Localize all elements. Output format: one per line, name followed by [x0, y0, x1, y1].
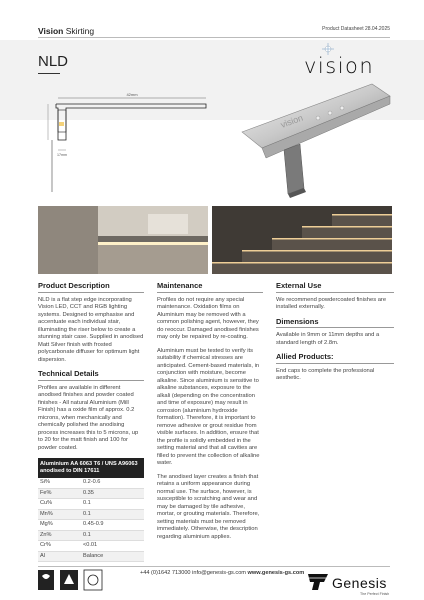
title-underline [38, 73, 60, 74]
header-bar [0, 0, 424, 38]
column-left [38, 282, 144, 562]
led-strip-icon [59, 122, 64, 126]
maintenance-text-1: Profiles do not require any special maintenance. Oxidation films on Aluminium may be removed with a common polishing agent, however, they do reoccur. Damaged anodised finishes may only be repaired by re-coating. [157, 296, 259, 340]
genesis-mark-icon [306, 570, 330, 594]
table-row: Mn% 0.1 [38, 509, 144, 520]
datasheet-label: Product Datasheet 28.04.2025 [322, 26, 390, 32]
product-description-text: NLD is a flat step edge incorporating Vision LED, CCT and RGB lighting systems. Designed to emphasise and accentuate each individual stair, illuminating the riser below to create a stunning stair case. Supplied in anodised Matt Silver finish with frosted polycarbonate diffuser for optimum light dispersion. [38, 296, 144, 363]
page-title: NLD [38, 53, 69, 70]
certification-logos [38, 568, 108, 598]
column-middle [157, 282, 263, 547]
allied-products-text: End caps to complete the professional aesthetic. [276, 367, 375, 381]
table-row: Mg% 0.45-0.9 [38, 520, 144, 531]
logo-wordmark: vision [304, 54, 375, 78]
alloy-table-title: Aluminium AA 6063 T6 / UNS A96063 anodised to DIN 17611 [38, 458, 144, 478]
external-use-heading: External Use [276, 282, 394, 293]
genesis-logo [306, 566, 394, 598]
alloy-table [38, 478, 144, 562]
svg-text:vision: vision [279, 112, 305, 130]
genesis-tagline: The Perfect Finish [360, 592, 390, 596]
technical-details-text: Profiles are available in different anodised finishes and powder coated finishes - All natural Aluminium (Mill Finish) has a oxide film of approx. 0.2 microns, when mechanically and chemically polished the anodising process increases this to 5 microns, up to 20 for the matt finish and 100 for powder coated. [38, 384, 139, 451]
technical-drawing [38, 92, 228, 200]
product-description-heading: Product Description [38, 282, 144, 293]
dimensions-heading: Dimensions [276, 318, 394, 329]
maintenance-heading: Maintenance [157, 282, 263, 293]
table-row: Fe% 0.35 [38, 488, 144, 499]
dim-bottom-label: 17mm [57, 153, 67, 157]
table-row: Si% 0.2-0.6 [38, 478, 144, 488]
technical-details-heading: Technical Details [38, 370, 144, 381]
dim-top-label: 42mm [126, 92, 138, 97]
iso-cert-icon [84, 570, 102, 590]
stair-photo-right [212, 206, 392, 274]
maintenance-text-3: The anodised layer creates a finish that retains a uniform appearance during normal use. The surface, however, is susceptible to scratching and wear and may be damaged by tile adhesive, mortar, or grouting materials. Therefore, setting materials must be removed immediately. Otherwise, the description regarding aluminium applies. [157, 473, 260, 540]
external-use-text: We recommend powdercoated finishes are installed externally. [276, 296, 387, 310]
table-row: Cr% <0.01 [38, 541, 144, 552]
table-row: Zn% 0.1 [38, 530, 144, 541]
stair-photo-left [38, 206, 208, 274]
column-right [276, 282, 394, 389]
genesis-wordmark: Genesis [332, 575, 387, 591]
maintenance-text-2: Aluminium must be tested to verify its suitability if chemical stresses are anticipated. Cement-based materials, in conjunction with moisture, become alkaline. Since aluminium is sensitive to alkaline substances, exposure to the alkali (depending on the concentration and time of exposure) may result in corrosion (aluminium hydroxide formation). Therefore, it is important to remove adhesive or grout residue from visible surfaces. In addition, ensure that the profile is solidly embedded in the setting material and that all cavities are filled to prevent the collection of alkaline water. [157, 347, 260, 466]
allied-products-heading: Allied Products: [276, 353, 394, 364]
product-image [222, 70, 394, 200]
ukas-cert-icon [60, 570, 78, 590]
bsi-cert-icon [38, 570, 54, 590]
website-link[interactable]: www.genesis-gs.com [247, 570, 305, 576]
phone-email-text: +44 (0)1642 713000 info@genesis-gs.com [140, 570, 248, 576]
dimensions-text: Available in 9mm or 11mm depths and a standard length of 2.8m. [276, 332, 380, 346]
table-row: Cu% 0.1 [38, 499, 144, 510]
header-divider [38, 37, 390, 38]
brand-title: Vision Skirting [38, 26, 95, 36]
contact-line [140, 570, 304, 576]
table-row: Al Balance [38, 551, 144, 562]
